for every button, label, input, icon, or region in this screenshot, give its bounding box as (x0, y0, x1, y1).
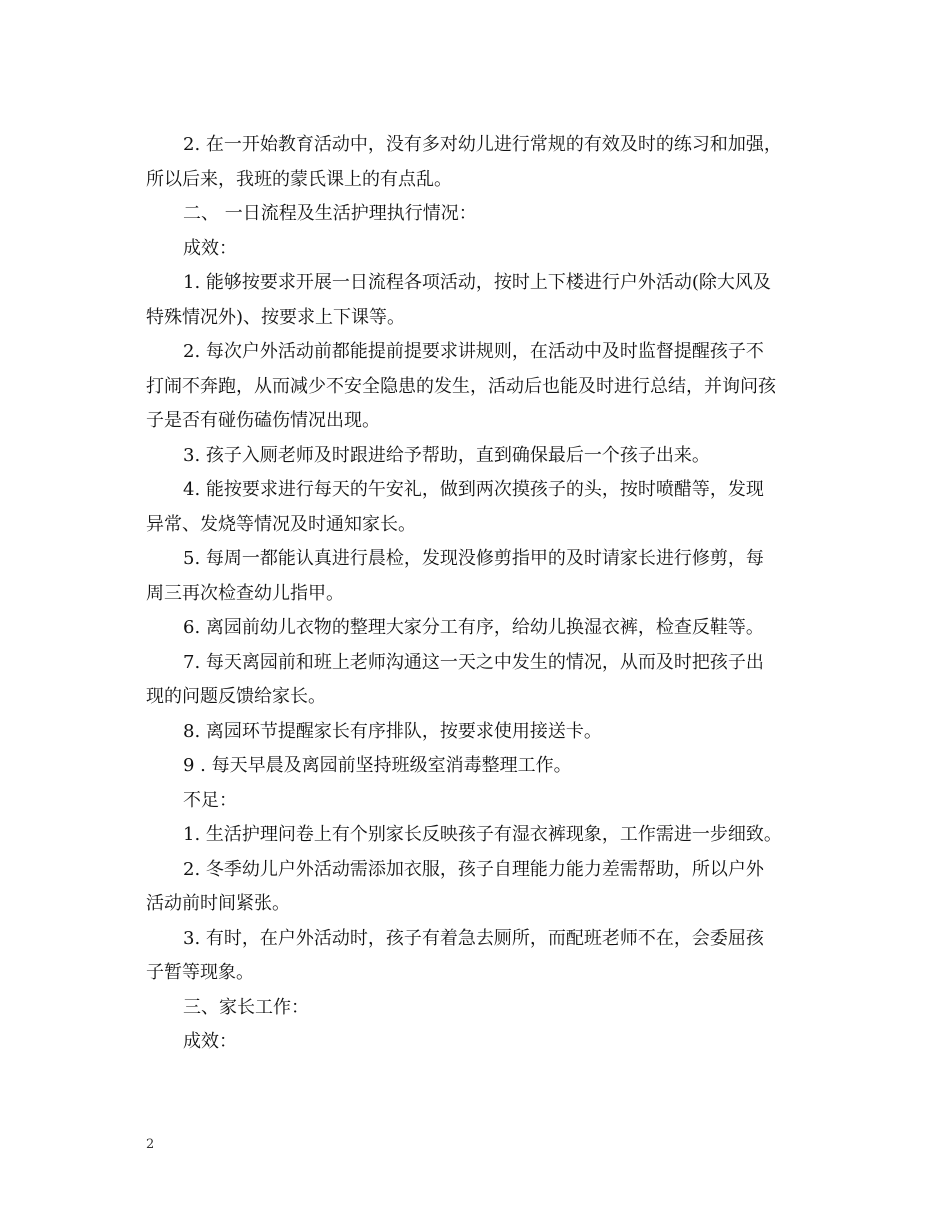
document-body (146, 128, 806, 1060)
text-line: 所以后来，我班的蒙氏课上的有点乱。 (146, 168, 452, 190)
text-line: 子暂等现象。 (146, 962, 254, 983)
text-line: 8. 离园环节提醒家长有序排队，按要求使用接送卡。 (183, 720, 602, 742)
section-heading: 二、 一日流程及生活护理执行情况： (183, 203, 477, 224)
subsection-label: 不足： (183, 789, 237, 811)
text-line: 2. 冬季幼儿户外活动需添加衣服，孩子自理能力能力差需帮助，所以户外 (183, 858, 764, 880)
text-line: 3. 孩子入厕老师及时跟进给予帮助，直到确保最后一个孩子出来。 (183, 444, 710, 466)
text-line: 打闹不奔跑，从而减少不安全隐患的发生，活动后也能及时进行总结，并询问孩 (146, 375, 776, 397)
text-line: 1. 能够按要求开展一日流程各项活动，按时上下楼进行户外活动(除大风及 (183, 272, 771, 293)
text-line: 4. 能按要求进行每天的午安礼，做到两次摸孩子的头，按时喷醋等，发现 (183, 479, 764, 500)
text-line: 现的问题反馈给家长。 (146, 686, 326, 707)
text-line: 1. 生活护理问卷上有个别家长反映孩子有湿衣裤现象，工作需进一步细致。 (183, 824, 782, 845)
text-line: 周三再次检查幼儿指甲。 (146, 582, 344, 604)
text-line: 9 . 每天早晨及离园前坚持班级室消毒整理工作。 (183, 755, 572, 776)
text-line: 特殊情况外)、按要求上下课等。 (146, 306, 406, 328)
subsection-label: 成效： (183, 237, 237, 259)
page-number: 2 (146, 1137, 155, 1152)
text-line: 子是否有碰伤磕伤情况出现。 (146, 410, 380, 431)
section-heading: 三、家长工作： (183, 996, 309, 1018)
text-line: 2. 在一开始教育活动中，没有多对幼儿进行常规的有效及时的练习和加强， (183, 134, 782, 155)
text-line: 2. 每次户外活动前都能提前提要求讲规则，在活动中及时监督提醒孩子不 (183, 341, 764, 362)
text-line: 3. 有时，在户外活动时，孩子有着急去厕所，而配班老师不在，会委屈孩 (183, 927, 764, 949)
text-line: 5. 每周一都能认真进行晨检，发现没修剪指甲的及时请家长进行修剪，每 (183, 548, 764, 569)
subsection-label: 成效： (183, 1031, 237, 1052)
text-line: 7. 每天离园前和班上老师沟通这一天之中发生的情况，从而及时把孩子出 (183, 651, 764, 673)
text-line: 6. 离园前幼儿衣物的整理大家分工有序，给幼儿换湿衣裤，检查反鞋等。 (183, 617, 764, 638)
text-line: 活动前时间紧张。 (146, 893, 290, 914)
text-line: 异常、发烧等情况及时通知家长。 (146, 513, 416, 535)
